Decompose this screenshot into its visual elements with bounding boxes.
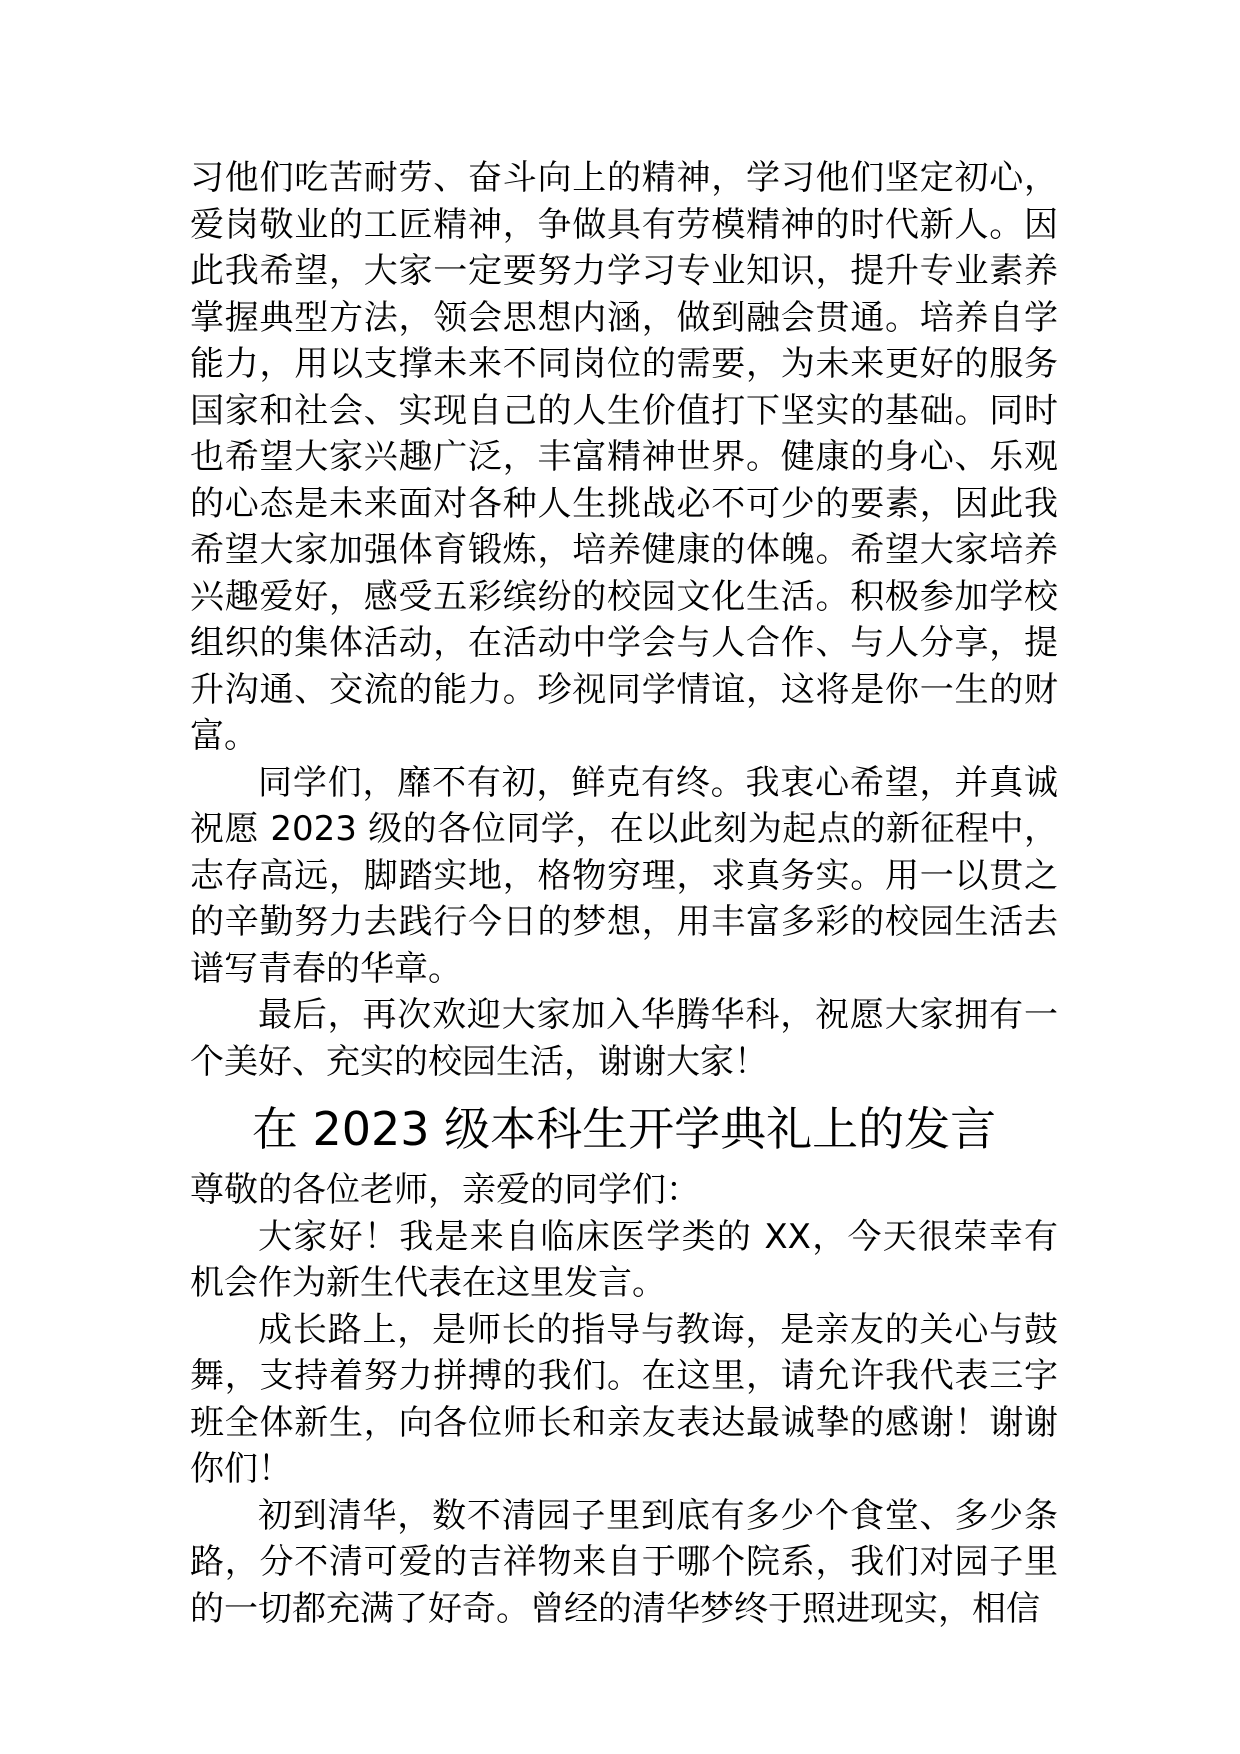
document-page bbox=[190, 155, 1058, 1632]
paragraph-continuation: 习他们吃苦耐劳、奋斗向上的精神，学习他们坚定初心，爱岗敬业的工匠精神，争做具有劳模精神的时代新人。因此我希望，大家一定要努力学习专业知识，提升专业素养掌握典型方法，领会思想内涵，做到融会贯通。培养自学能力，用以支撑未来不同岗位的需要，为未来更好的服务国家和社会、实现自己的人生价值打下坚实的基础。同时也希望大家兴趣广泛，丰富精神世界。健康的身心、乐观的心态是未来面对各种人生挑战必不可少的要素，因此我希望大家加强体育锻炼，培养健康的体魄。希望大家培养兴趣爱好，感受五彩缤纷的校园文化生活。积极参加学校组织的集体活动，在活动中学会与人合作、与人分享，提升沟通、交流的能力。珍视同学情谊，这将是你一生的财富。 bbox=[190, 158, 1058, 756]
salutation: 尊敬的各位老师，亲爱的同学们： bbox=[190, 1170, 700, 1210]
speech-title: 在 2023 级本科生开学典礼上的发言 bbox=[251, 1102, 997, 1156]
paragraph-wishes: 同学们，靡不有初，鲜克有终。我衷心希望，并真诚祝愿 2023 级的各位同学，在以此刻为起点的新征程中，志存高远，脚踏实地，格物穷理，求真务实。用一以贯之的辛勤努力去践行今日的梦想，用丰富多彩的校园生活去谱写青春的华章。 bbox=[190, 762, 1058, 989]
paragraph-greeting: 大家好！我是来自临床医学类的 XX，今天很荣幸有机会作为新生代表在这里发言。 bbox=[190, 1216, 1058, 1303]
paragraph-thanks: 成长路上，是师长的指导与教诲，是亲友的关心与鼓舞，支持着努力拼搏的我们。在这里，请允许我代表三字班全体新生，向各位师长和亲友表达最诚挚的感谢！谢谢你们！ bbox=[190, 1309, 1058, 1489]
paragraph-arrival: 初到清华，数不清园子里到底有多少个食堂、多少条路，分不清可爱的吉祥物来自于哪个院系，我们对园子里的一切都充满了好奇。曾经的清华梦终于照进现实，相信 bbox=[190, 1495, 1058, 1629]
paragraph-closing: 最后，再次欢迎大家加入华腾华科，祝愿大家拥有一个美好、充实的校园生活，谢谢大家！ bbox=[190, 995, 1058, 1082]
